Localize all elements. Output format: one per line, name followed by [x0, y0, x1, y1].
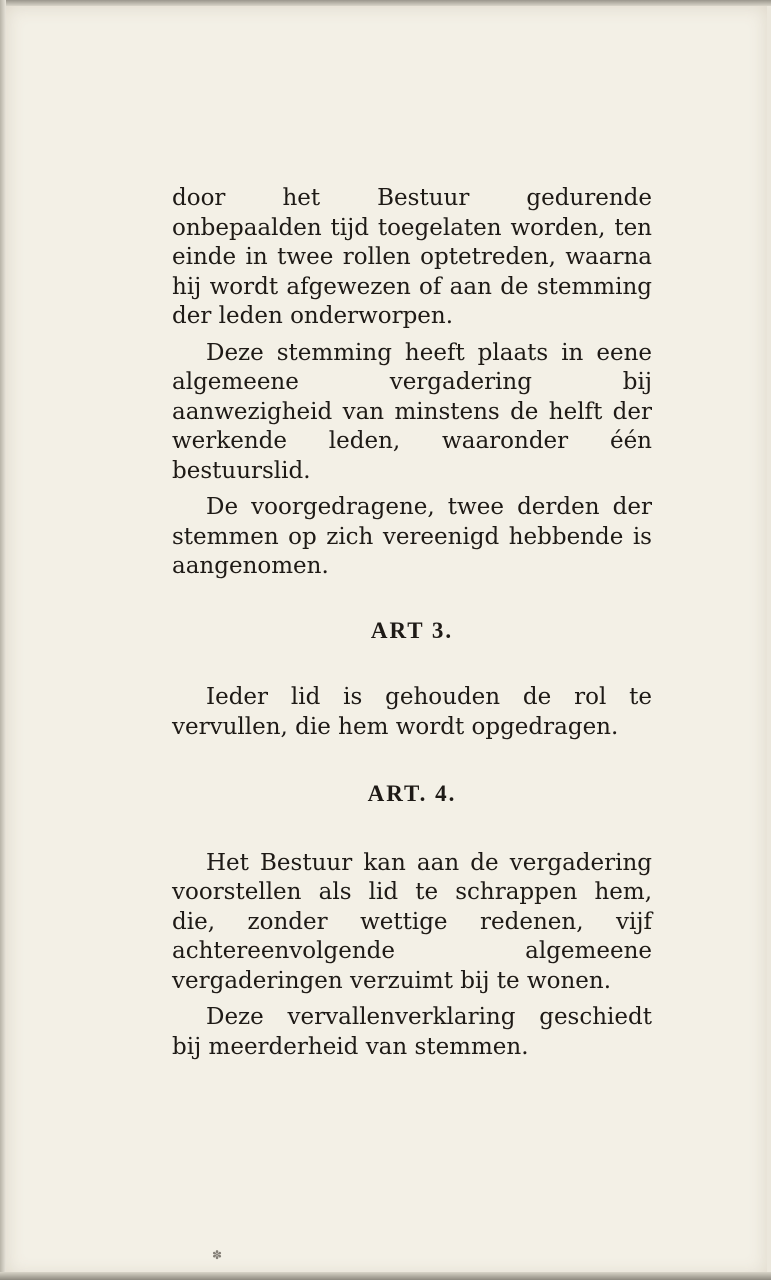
page-edge-bottom: [0, 1272, 771, 1280]
article-4-heading: ART. 4.: [367, 781, 457, 806]
article-3-text: Ieder lid is gehouden de rol te vervullen, die hem wordt opgedragen.: [172, 684, 652, 740]
paragraph-voting: Deze stemming heeft plaats in eene algemeene vergadering bij aanwezigheid van minstens de helft der werkende leden, waaronder één bestuurslid.: [172, 339, 652, 484]
article-3-heading: ART 3.: [370, 617, 454, 643]
ink-speck: ✽: [212, 1248, 223, 1262]
paragraph-acceptance: De voorgedragene, twee derden der stemmen op zich vereenigd hebbende is aangenomen.: [172, 494, 652, 579]
article-4-paragraph-2: Deze vervallenverklaring geschiedt bij meerderheid van stemmen.: [172, 1004, 652, 1060]
paragraph-admission: door het Bestuur gedurende onbepaalden tijd toegelaten worden, ten einde in twee rollen optetreden, waarna hij wordt afgewezen of aan de stemming der leden onderworpen.: [172, 185, 652, 329]
document-text: [172, 184, 652, 1069]
article-4-paragraph-1: Het Bestuur kan aan de vergadering voorstellen als lid te schrappen hem, die, zonder wettige redenen, vijf achtereenvolgende algemeene vergaderingen verzuimt bij te wonen.: [172, 849, 652, 994]
